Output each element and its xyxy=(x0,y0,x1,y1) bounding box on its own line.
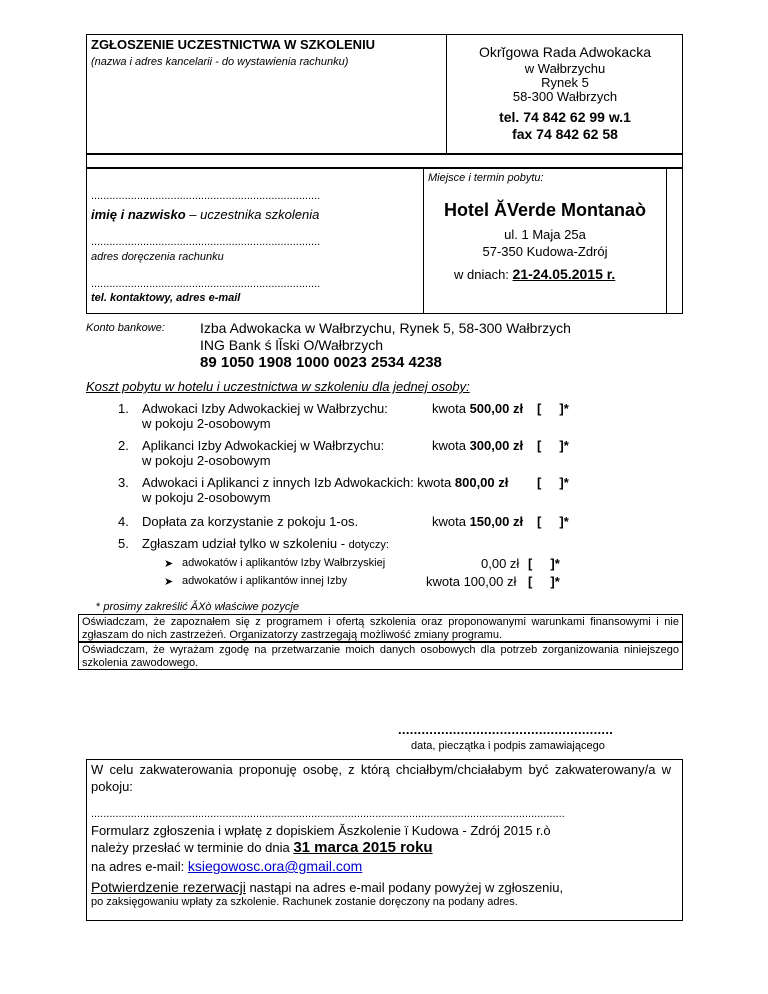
cost-item-2-price xyxy=(432,438,523,453)
cost-item-2-sub: w pokoju 2-osobowym xyxy=(142,453,271,468)
price-prefix: kwota xyxy=(432,514,470,529)
item-5-text: Zgłaszam udział tylko w szkoleniu - xyxy=(142,536,349,551)
deadline-line1: Formularz zgłoszenia i wpłatę z dopiskiem Ăszkolenie ï Kudowa - Zdrój 2015 r.ò xyxy=(91,823,551,838)
cost-item-1-checkbox[interactable]: [ ]* xyxy=(537,401,569,416)
contact-label: tel. kontaktowy, adres e-mail xyxy=(91,292,241,304)
confirm-line2: po zaksięgowaniu wpłaty za szkolenie. Rachunek zostanie doręczony na podany adres. xyxy=(91,896,518,908)
form-title: ZGŁOSZENIE UCZESTNICTWA W SZKOLENIU xyxy=(91,37,376,52)
email-prefix: na adres e-mail: xyxy=(91,859,188,874)
deadline-date: 31 marca 2015 roku xyxy=(293,839,433,856)
cost-item-4-num: 4. xyxy=(118,514,129,529)
name-label-rest: – uczestnika szkolenia xyxy=(185,207,320,222)
cost-item-3-checkbox[interactable]: [ ]* xyxy=(537,475,569,490)
venue-dates xyxy=(454,266,615,282)
signature-label: data, pieczątka i podpis zamawiającego xyxy=(411,740,605,752)
price-value: 500,00 zł xyxy=(469,401,524,416)
footnote-star: * xyxy=(96,601,101,613)
consent-data-box xyxy=(78,642,683,670)
cost-item-1-price xyxy=(432,401,523,416)
cost-item-5-num: 5. xyxy=(118,536,129,551)
cost-item-1-label: Adwokaci Izby Adwokackiej w Wałbrzychu: xyxy=(142,401,388,416)
sub-item-2-price: kwota 100,00 zł xyxy=(426,574,517,589)
venue-right-border xyxy=(666,168,667,314)
price-value: 150,00 zł xyxy=(469,514,524,529)
sub-item-2-checkbox[interactable]: [ ]* xyxy=(528,574,560,589)
roommate-text: W celu zakwaterowania proponuję osobę, z którą chciałbym/chciałabym być zakwaterowany/a w pokoju: xyxy=(91,762,671,794)
consent-data-text: Oświadczam, że wyrażam zgodę na przetwarzanie moich danych osobowych dla potrzeb zorganizowania niniejszego szkolenia zawodowego. xyxy=(82,644,679,669)
contact-dots[interactable]: ........................................................................... xyxy=(91,278,321,290)
dates-value: 21-24.05.2015 r. xyxy=(512,266,616,282)
form-subtitle: (nazwa i adres kancelarii - do wystawienia rachunku) xyxy=(91,56,349,68)
sub-item-1-bullet: ➤ xyxy=(164,558,174,570)
costs-heading: Koszt pobytu w hotelu i uczestnictwa w szkoleniu dla jednej osoby: xyxy=(86,379,470,394)
venue-label: Miejsce i termin pobytu: xyxy=(428,172,544,184)
item-3-text: Adwokaci i Aplikanci z innych Izb Adwokackich: kwota xyxy=(142,475,455,490)
cost-item-3-sub: w pokoju 2-osobowym xyxy=(142,490,271,505)
item-5-small: dotyczy: xyxy=(348,539,389,551)
cost-item-1-num: 1. xyxy=(118,401,129,416)
name-label-bold: imię i nazwisko xyxy=(91,207,186,222)
separator-bar xyxy=(86,154,683,168)
cost-item-3-label xyxy=(142,475,508,490)
cost-item-2-checkbox[interactable]: [ ]* xyxy=(537,438,569,453)
sub-item-1-checkbox[interactable]: [ ]* xyxy=(528,556,560,571)
address-label: adres doręczenia rachunku xyxy=(91,251,224,263)
hotel-street: ul. 1 Maja 25a xyxy=(504,227,586,242)
cost-item-1-sub: w pokoju 2-osobowym xyxy=(142,416,271,431)
cost-item-4-checkbox[interactable]: [ ]* xyxy=(537,514,569,529)
sub-item-1-price: 0,00 zł xyxy=(481,556,520,571)
confirm-rest: nastąpi na adres e-mail podany powyżej w zgłoszeniu, xyxy=(245,880,564,895)
sub-item-2-label: adwokatów i aplikantów innej Izby xyxy=(182,575,348,587)
cost-item-2-num: 2. xyxy=(118,438,129,453)
name-label xyxy=(91,207,319,222)
price-prefix: kwota xyxy=(432,438,470,453)
org-street: Rynek 5 xyxy=(541,75,589,90)
bank-line1: Izba Adwokacka w Wałbrzychu, Rynek 5, 58-300 Wałbrzych xyxy=(200,320,571,336)
org-phone: tel. 74 842 62 99 w.1 xyxy=(499,109,631,125)
cost-item-4-label: Dopłata za korzystanie z pokoju 1-os. xyxy=(142,514,359,529)
signature-dots[interactable]: ....................................................... xyxy=(398,722,614,737)
cost-item-4-price xyxy=(432,514,523,529)
consent-program-text: Oświadczam, że zapoznałem się z programem i ofertą szkolenia oraz proponowanymi warunkami finansowymi i nie zgłaszam do nich zastrzeżeń. Organizatorzy zastrzegają możliwość zmiany programu. xyxy=(82,616,679,641)
org-city: w Wałbrzychu xyxy=(524,61,606,76)
bank-line2: ING Bank ś lĬski O/Wałbrzych xyxy=(200,337,384,353)
dates-prefix: w dniach: xyxy=(454,267,513,282)
email-link[interactable]: ksiegowosc.ora@gmail.com xyxy=(187,858,363,874)
deadline-line2 xyxy=(91,839,433,856)
footnote-text: prosimy zakreślić ĂXò właściwe pozycje xyxy=(100,601,299,613)
hotel-city: 57-350 Kudowa-Zdrój xyxy=(482,244,608,259)
org-postal: 58-300 Wałbrzych xyxy=(512,89,618,104)
bank-label: Konto bankowe: xyxy=(86,322,165,334)
confirm-line1 xyxy=(91,879,563,895)
item-3-price: 800,00 zł xyxy=(454,475,509,490)
sub-item-1-label: adwokatów i aplikantów Izby Wałbrzyskiej xyxy=(182,557,386,569)
email-line xyxy=(91,858,362,874)
bank-account: 89 1050 1908 1000 0023 2534 4238 xyxy=(200,354,442,371)
org-name: Okrĭgowa Rada Adwokacka xyxy=(479,44,651,60)
cost-item-2-label: Aplikanci Izby Adwokackiej w Wałbrzychu: xyxy=(142,438,385,453)
cost-item-5-label xyxy=(142,536,389,551)
footnote xyxy=(96,601,299,613)
sub-item-2-bullet: ➤ xyxy=(164,576,174,588)
consent-program-box xyxy=(78,614,683,642)
price-prefix: kwota xyxy=(432,401,470,416)
hotel-name: Hotel ĂVerde Montanaò xyxy=(443,200,647,220)
price-value: 300,00 zł xyxy=(469,438,524,453)
name-dots[interactable]: ........................................................................... xyxy=(91,190,321,202)
org-fax: fax 74 842 62 58 xyxy=(512,126,618,142)
roommate-dots[interactable]: ........................................................................................................................................................... xyxy=(91,808,565,820)
deadline-prefix: należy przesłać w terminie do dnia xyxy=(91,840,294,855)
address-dots[interactable]: ........................................................................... xyxy=(91,236,321,248)
confirm-underlined: Potwierdzenie rezerwacji xyxy=(91,879,246,895)
cost-item-3-num: 3. xyxy=(118,475,129,490)
